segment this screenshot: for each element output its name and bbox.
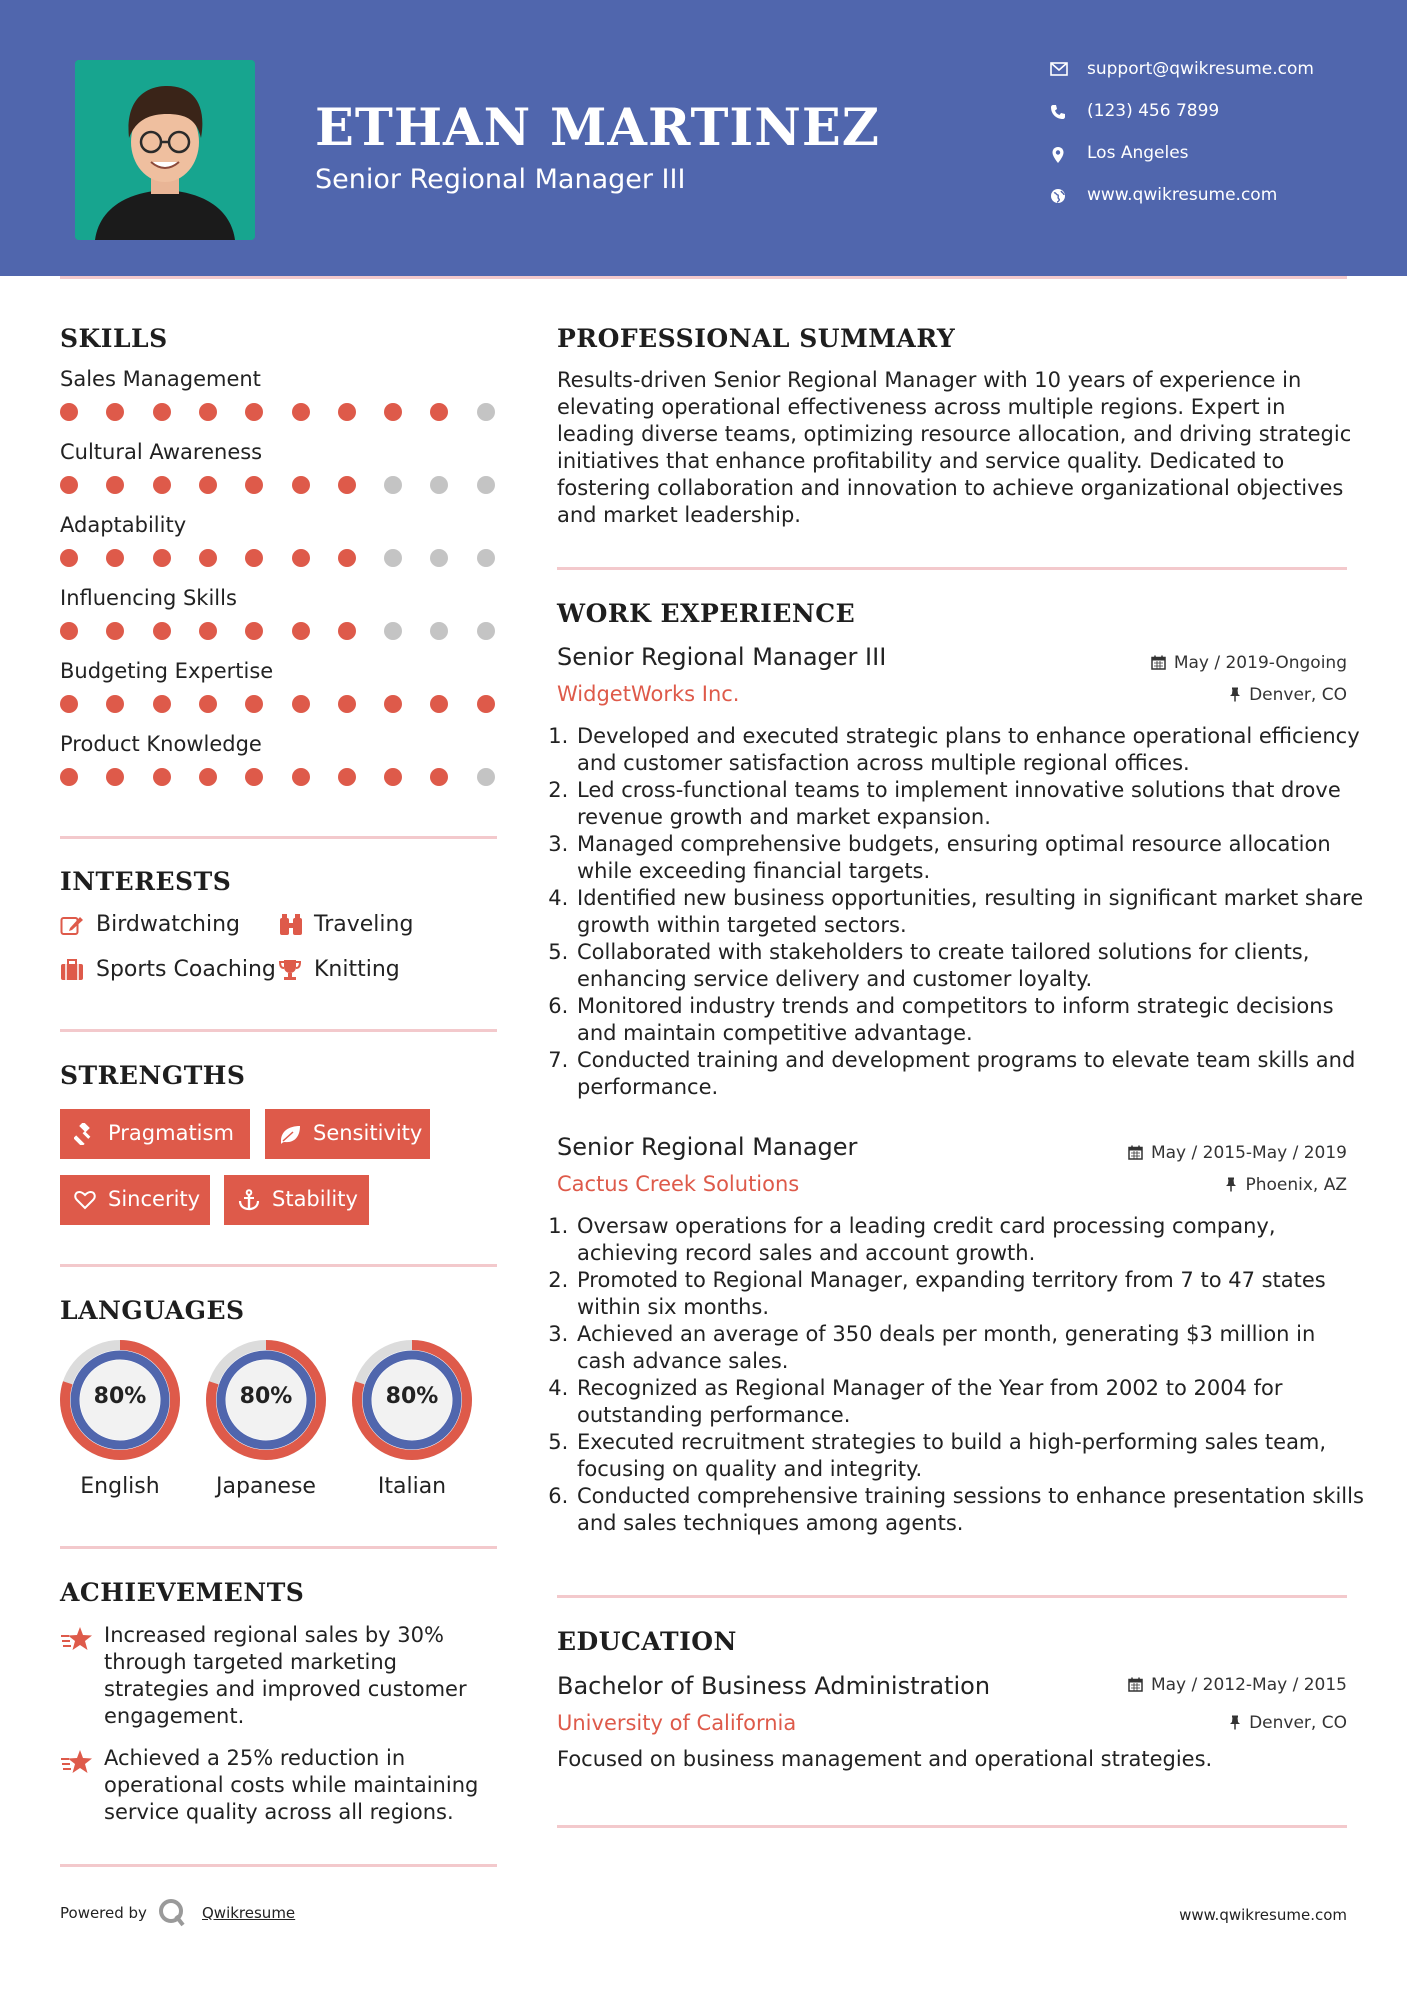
summary-title: PROFESSIONAL SUMMARY	[557, 324, 956, 353]
footer-website[interactable]: www.qwikresume.com	[1179, 1906, 1347, 1924]
rating-dot-filled	[106, 622, 124, 640]
skill-rating	[60, 403, 500, 423]
skill-label: Budgeting Expertise	[60, 659, 274, 683]
rating-dot-empty	[477, 403, 495, 421]
rating-dot-filled	[153, 622, 171, 640]
globe-icon	[1050, 188, 1066, 204]
rating-dot-filled	[292, 768, 310, 786]
job-bullet: 4. Recognized as Regional Manager of the Year from 2002 to 2004 for outstanding performance.	[575, 1375, 1365, 1429]
language-name: Japanese	[216, 1474, 316, 1499]
rating-dot-empty	[430, 476, 448, 494]
strength-label: Sincerity	[108, 1187, 201, 1211]
rating-dot-empty	[477, 549, 495, 567]
rating-dot-filled	[60, 695, 78, 713]
rating-dot-filled	[153, 476, 171, 494]
contact-location-text: Los Angeles	[1087, 143, 1189, 163]
binoculars-icon	[278, 914, 304, 936]
language-percent: 80%	[93, 1384, 147, 1409]
language-name: English	[80, 1474, 160, 1499]
education-divider	[557, 1825, 1347, 1828]
rating-dot-empty	[477, 476, 495, 494]
interests-title: INTERESTS	[60, 867, 232, 896]
interests-divider	[60, 1029, 497, 1032]
skill-label: Influencing Skills	[60, 586, 237, 610]
job-bullets	[557, 723, 1365, 1101]
rating-dot-filled	[338, 403, 356, 421]
summary-divider	[557, 567, 1347, 570]
rating-dot-filled	[106, 768, 124, 786]
rating-dot-filled	[245, 622, 263, 640]
rating-dot-filled	[199, 622, 217, 640]
rating-dot-filled	[245, 549, 263, 567]
job-bullet: 5. Executed recruitment strategies to build a high-performing sales team, focusing on quality and integrity.	[575, 1429, 1365, 1483]
education-location	[1229, 1713, 1347, 1733]
language-percent: 80%	[239, 1384, 293, 1409]
achievement-text: Increased regional sales by 30% through targeted marketing strategies and improved customer engagement.	[104, 1623, 467, 1728]
contact-phone-text: (123) 456 7899	[1087, 101, 1220, 121]
skills-title: SKILLS	[60, 324, 168, 353]
calendar-icon	[1128, 1145, 1143, 1160]
strengths-divider	[60, 1264, 497, 1267]
strength-label: Stability	[272, 1187, 358, 1211]
job-bullet: 6. Monitored industry trends and competitors to inform strategic decisions and maintain competitive advantage.	[575, 993, 1365, 1047]
contact-website-text[interactable]: www.qwikresume.com	[1087, 185, 1278, 205]
rating-dot-filled	[338, 549, 356, 567]
rating-dot-filled	[384, 695, 402, 713]
rating-dot-filled	[106, 476, 124, 494]
pushpin-icon	[1225, 1177, 1237, 1192]
rating-dot-filled	[430, 695, 448, 713]
job-bullet: 7. Conducted training and development programs to elevate team skills and performance.	[575, 1047, 1365, 1101]
skill-label: Product Knowledge	[60, 732, 262, 756]
rating-dot-filled	[60, 549, 78, 567]
job-bullets	[557, 1213, 1365, 1537]
experience-title: WORK EXPERIENCE	[557, 599, 856, 628]
strength-pragmatism	[60, 1109, 250, 1159]
achievements-title: ACHIEVEMENTS	[60, 1578, 305, 1607]
rating-dot-filled	[106, 695, 124, 713]
job-location-text: Denver, CO	[1249, 685, 1347, 705]
job-bullet: 6. Conducted comprehensive training sessions to enhance presentation skills and sales techniques among agents.	[575, 1483, 1365, 1537]
skill-rating	[60, 622, 500, 642]
interest-label: Knitting	[314, 957, 400, 982]
rating-dot-filled	[292, 622, 310, 640]
gavel-icon	[74, 1123, 96, 1145]
envelope-icon	[1050, 62, 1068, 76]
achievements-divider	[60, 1864, 497, 1867]
rating-dot-filled	[199, 695, 217, 713]
rating-dot-filled	[338, 622, 356, 640]
rating-dot-filled	[106, 549, 124, 567]
star-icon	[60, 1749, 94, 1775]
phone-icon	[1050, 104, 1066, 120]
rating-dot-empty	[430, 622, 448, 640]
job-dates-text: May / 2019-Ongoing	[1173, 653, 1347, 673]
rating-dot-filled	[430, 403, 448, 421]
pushpin-icon	[1229, 687, 1241, 702]
language-gauge	[204, 1338, 328, 1462]
job-location-text: Phoenix, AZ	[1245, 1175, 1347, 1195]
skills-divider	[60, 836, 497, 839]
education-description: Focused on business management and operational strategies.	[557, 1747, 1213, 1771]
rating-dot-filled	[477, 695, 495, 713]
rating-dot-filled	[384, 403, 402, 421]
job-bullet: 1. Developed and executed strategic plans to enhance operational efficiency and customer satisfaction across multiple regional offices.	[575, 723, 1365, 777]
rating-dot-filled	[153, 768, 171, 786]
pushpin-icon	[1229, 1715, 1241, 1730]
achievement-item	[60, 1622, 500, 1737]
rating-dot-filled	[153, 549, 171, 567]
languages-divider	[60, 1546, 497, 1549]
job-title: Senior Regional Manager III	[557, 643, 887, 671]
experience-divider	[557, 1595, 1347, 1598]
rating-dot-filled	[338, 768, 356, 786]
education-title: EDUCATION	[557, 1627, 737, 1656]
skill-rating	[60, 549, 500, 569]
strength-label: Pragmatism	[108, 1121, 234, 1145]
rating-dot-filled	[60, 476, 78, 494]
powered-by-label: Powered by	[60, 1904, 147, 1922]
summary-text: Results-driven Senior Regional Manager with 10 years of experience in elevating operational effectiveness across multiple regions. Expert in leading diverse teams, optimizing resource allocation, and driving strategic initiatives that enhance profitability and service quality. Dedicated to fostering collaboration and innovation to achieve organizational objectives and market leadership.	[557, 368, 1352, 527]
rating-dot-empty	[384, 622, 402, 640]
education-location-text: Denver, CO	[1249, 1713, 1347, 1733]
leaf-icon	[279, 1123, 301, 1145]
job-bullet: 2. Promoted to Regional Manager, expanding territory from 7 to 47 states within six months.	[575, 1267, 1365, 1321]
rating-dot-filled	[199, 403, 217, 421]
calendar-icon	[1128, 1677, 1143, 1692]
contact-email-text[interactable]: support@qwikresume.com	[1087, 59, 1314, 79]
rating-dot-filled	[245, 476, 263, 494]
job-bullet: 5. Collaborated with stakeholders to create tailored solutions for clients, enhancing service delivery and customer loyalty.	[575, 939, 1365, 993]
rating-dot-empty	[384, 549, 402, 567]
education-dates	[1128, 1675, 1347, 1695]
language-percent: 80%	[385, 1384, 439, 1409]
rating-dot-filled	[245, 768, 263, 786]
job-bullet: 1. Oversaw operations for a leading credit card processing company, achieving record sales and account growth.	[575, 1213, 1365, 1267]
rating-dot-empty	[430, 549, 448, 567]
rating-dot-filled	[245, 695, 263, 713]
job-bullet: 3. Achieved an average of 350 deals per month, generating $3 million in cash advance sales.	[575, 1321, 1365, 1375]
qwikresume-logo-icon	[158, 1898, 186, 1928]
header-divider	[60, 276, 1347, 279]
briefcase-icon	[60, 959, 84, 981]
rating-dot-filled	[199, 768, 217, 786]
job-location	[1225, 1175, 1347, 1195]
skill-rating	[60, 476, 500, 496]
heart-icon	[74, 1189, 96, 1211]
skill-label: Sales Management	[60, 367, 261, 391]
job-bullet: 3. Managed comprehensive budgets, ensuring optimal resource allocation while exceeding financial targets.	[575, 831, 1365, 885]
achievement-text: Achieved a 25% reduction in operational costs while maintaining service quality across all regions.	[104, 1746, 479, 1824]
rating-dot-empty	[477, 768, 495, 786]
job-location	[1229, 685, 1347, 705]
rating-dot-filled	[199, 476, 217, 494]
rating-dot-filled	[199, 549, 217, 567]
job-dates	[1128, 1143, 1347, 1163]
job-bullet: 4. Identified new business opportunities, resulting in significant market share growth within targeted sectors.	[575, 885, 1365, 939]
skill-rating	[60, 768, 500, 788]
rating-dot-filled	[60, 403, 78, 421]
education-dates-text: May / 2012-May / 2015	[1150, 1675, 1347, 1695]
skill-rating	[60, 695, 500, 715]
strength-sincerity	[60, 1175, 210, 1225]
strength-sensitivity	[265, 1109, 430, 1159]
skill-label: Adaptability	[60, 513, 187, 537]
rating-dot-filled	[292, 476, 310, 494]
strength-label: Sensitivity	[313, 1121, 423, 1145]
achievement-item	[60, 1745, 500, 1835]
job-title: Senior Regional Manager	[557, 1133, 858, 1161]
pencil-square-icon	[60, 914, 84, 936]
interest-label: Birdwatching	[96, 912, 240, 937]
rating-dot-filled	[338, 476, 356, 494]
rating-dot-filled	[60, 622, 78, 640]
candidate-name: ETHAN MARTINEZ	[315, 98, 880, 158]
profile-photo	[75, 60, 255, 240]
skill-label: Cultural Awareness	[60, 440, 263, 464]
rating-dot-filled	[292, 695, 310, 713]
candidate-role: Senior Regional Manager III	[315, 164, 686, 195]
school-name: University of California	[557, 1711, 797, 1735]
rating-dot-filled	[245, 403, 263, 421]
rating-dot-empty	[384, 476, 402, 494]
star-icon	[60, 1626, 94, 1652]
anchor-icon	[238, 1189, 260, 1211]
languages-title: LANGUAGES	[60, 1296, 245, 1325]
trophy-icon	[278, 959, 302, 981]
avatar-illustration	[75, 60, 255, 240]
header	[0, 0, 1407, 276]
strengths-title: STRENGTHS	[60, 1061, 246, 1090]
language-gauge	[58, 1338, 182, 1462]
language-name: Italian	[377, 1474, 447, 1499]
rating-dot-filled	[153, 695, 171, 713]
rating-dot-filled	[384, 768, 402, 786]
company-name: Cactus Creek Solutions	[557, 1172, 800, 1196]
job-dates	[1151, 653, 1347, 673]
interest-label: Sports Coaching	[96, 957, 276, 982]
rating-dot-filled	[292, 549, 310, 567]
rating-dot-filled	[60, 768, 78, 786]
strength-stability	[224, 1175, 369, 1225]
degree-title: Bachelor of Business Administration	[557, 1672, 991, 1700]
rating-dot-filled	[430, 768, 448, 786]
qwikresume-link[interactable]: Qwikresume	[202, 1904, 296, 1922]
language-gauge	[350, 1338, 474, 1462]
interest-label: Traveling	[314, 912, 414, 937]
company-name: WidgetWorks Inc.	[557, 682, 740, 706]
job-bullet: 2. Led cross-functional teams to implement innovative solutions that drove revenue growth and market expansion.	[575, 777, 1365, 831]
rating-dot-filled	[338, 695, 356, 713]
map-pin-icon	[1050, 146, 1066, 164]
job-dates-text: May / 2015-May / 2019	[1150, 1143, 1347, 1163]
rating-dot-filled	[153, 403, 171, 421]
rating-dot-empty	[477, 622, 495, 640]
rating-dot-filled	[292, 403, 310, 421]
calendar-icon	[1151, 655, 1166, 670]
rating-dot-filled	[106, 403, 124, 421]
